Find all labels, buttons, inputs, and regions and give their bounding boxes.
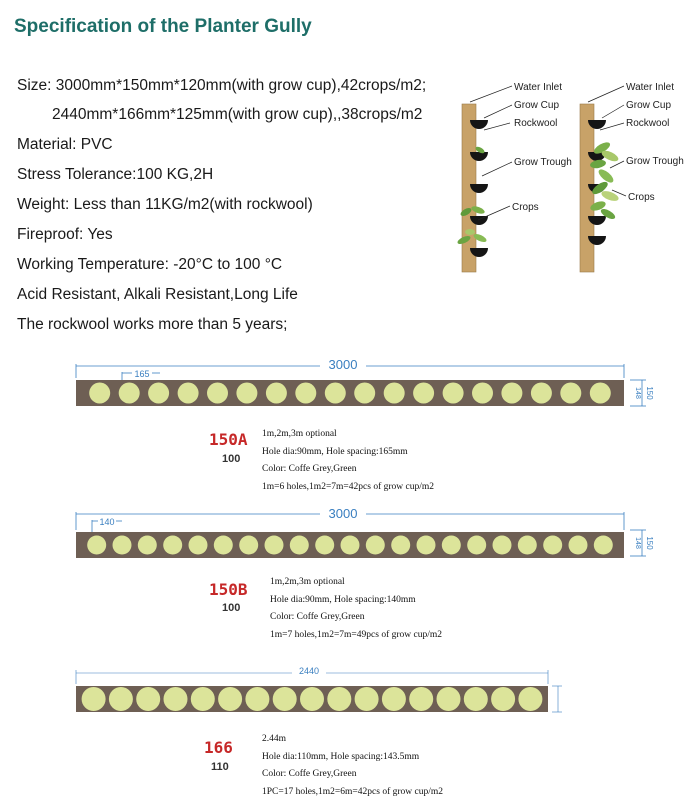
model-sub-166: 110: [211, 761, 229, 773]
grow-hole: [569, 536, 588, 555]
grow-hole: [189, 536, 208, 555]
leaf-icon: [600, 189, 620, 203]
hole-row: [87, 536, 613, 555]
grow-hole: [355, 687, 379, 711]
planter-left: [456, 82, 571, 272]
grow-hole: [265, 536, 284, 555]
grow-hole: [87, 536, 106, 555]
model-code-150a: 150A: [209, 430, 248, 449]
grow-hole: [384, 383, 405, 404]
grow-hole: [136, 687, 160, 711]
gully-166-drawing: [70, 660, 570, 720]
label-water-inlet: Water Inlet: [626, 82, 674, 93]
grow-hole: [472, 383, 493, 404]
gully-150b-drawing: [70, 506, 654, 566]
label-crops: Crops: [512, 202, 539, 213]
hole-row: [82, 687, 543, 711]
grow-hole: [236, 383, 257, 404]
grow-hole: [366, 536, 385, 555]
notes-150a: [262, 426, 434, 496]
grow-hole: [413, 383, 434, 404]
grow-hole: [409, 687, 433, 711]
label-crops: Crops: [628, 192, 655, 203]
note-line: 1m=7 holes,1m2=7m=49pcs of grow cup/m2: [270, 629, 443, 640]
height-outer-label: 150: [645, 386, 654, 400]
grow-hole: [119, 383, 140, 404]
grow-hole: [325, 383, 346, 404]
spacing-label: 140: [99, 517, 115, 527]
grow-hole: [594, 536, 613, 555]
grow-hole: [163, 536, 182, 555]
page-title: Specification of the Planter Gully: [14, 16, 312, 37]
grow-hole: [443, 383, 464, 404]
grow-hole: [138, 536, 157, 555]
grow-hole: [109, 687, 133, 711]
grow-hole: [82, 687, 106, 711]
note-line: 1m,2m,3m optional: [270, 577, 345, 587]
grow-hole: [531, 383, 552, 404]
spacing-label: 165: [134, 369, 150, 379]
model-sub-150b: 100: [222, 602, 241, 614]
height-outer-label: 150: [645, 536, 654, 550]
grow-hole: [315, 536, 334, 555]
grow-hole: [164, 687, 188, 711]
note-line: Color: Coffe Grey,Green: [270, 612, 365, 622]
grow-hole: [178, 383, 199, 404]
grow-hole: [266, 383, 287, 404]
label-rockwool: Rockwool: [514, 118, 558, 129]
note-line: Color: Coffe Grey,Green: [262, 769, 357, 779]
grow-hole: [518, 536, 537, 555]
grow-hole: [113, 536, 132, 555]
spec-material: Material: PVC: [17, 136, 113, 153]
planter-diagrams: [440, 72, 700, 282]
grow-hole: [354, 383, 375, 404]
spec-temperature: Working Temperature: -20°C to 100 °C: [17, 256, 283, 273]
label-rockwool: Rockwool: [626, 118, 670, 129]
grow-hole: [382, 687, 406, 711]
grow-hole: [327, 687, 351, 711]
grow-hole: [391, 536, 410, 555]
model-code-166: 166: [204, 738, 233, 757]
label-water-inlet: Water Inlet: [514, 82, 562, 93]
note-line: 1m=6 holes,1m2=7m=42pcs of grow cup/m2: [262, 481, 435, 492]
grow-hole: [417, 536, 436, 555]
note-line: 2.44m: [262, 734, 287, 744]
grow-hole: [148, 383, 169, 404]
note-line: Hole dia:110mm, Hole spacing:143.5mm: [262, 751, 420, 762]
grow-hole: [341, 536, 360, 555]
notes-150b: [270, 574, 442, 644]
grow-hole: [491, 687, 515, 711]
grow-hole: [207, 383, 228, 404]
grow-hole: [89, 383, 110, 404]
planter-right: [580, 82, 684, 272]
model-sub-150a: 100: [222, 453, 241, 465]
grow-hole: [437, 687, 461, 711]
length-label: 2440: [298, 666, 320, 676]
spec-stress: Stress Tolerance:100 KG,2H: [17, 166, 214, 183]
grow-hole: [543, 536, 562, 555]
grow-hole: [218, 687, 242, 711]
model-code-150b: 150B: [209, 580, 248, 599]
grow-hole: [191, 687, 215, 711]
grow-hole: [245, 687, 269, 711]
spec-resistance: Acid Resistant, Alkali Resistant,Long Life: [17, 286, 298, 303]
grow-hole: [300, 687, 324, 711]
grow-hole: [295, 383, 316, 404]
spec-size-alt: 2440mm*166mm*125mm(with grow cup),,38crops/m2: [52, 106, 423, 123]
grow-hole: [239, 536, 258, 555]
height-inner-label: 148: [634, 537, 641, 549]
grow-hole: [273, 687, 297, 711]
spec-rockwool: The rockwool works more than 5 years;: [17, 316, 288, 333]
grow-hole: [290, 536, 309, 555]
gully-150a-drawing: [70, 356, 654, 416]
spec-weight: Weight: Less than 11KG/m2(with rockwool): [17, 196, 313, 213]
label-grow-cup: Grow Cup: [626, 100, 672, 111]
grow-hole: [590, 383, 611, 404]
grow-hole: [214, 536, 233, 555]
spec-size: Size: 3000mm*150mm*120mm(with grow cup),42crops/m2;: [17, 77, 427, 94]
label-grow-trough: Grow Trough: [626, 156, 684, 167]
length-label: 3000: [328, 506, 358, 521]
note-line: Color: Coffe Grey,Green: [262, 464, 357, 474]
notes-166: [262, 731, 443, 801]
label-grow-cup: Grow Cup: [514, 100, 560, 111]
label-grow-trough: Grow Trough: [514, 157, 572, 168]
note-line: 1m,2m,3m optional: [262, 429, 337, 439]
grow-hole: [560, 383, 581, 404]
grow-hole: [464, 687, 488, 711]
note-line: Hole dia:90mm, Hole spacing:140mm: [270, 594, 416, 605]
grow-hole: [467, 536, 486, 555]
spec-fireproof: Fireproof: Yes: [17, 226, 113, 243]
leaf-icon: [465, 229, 475, 235]
grow-hole: [518, 687, 542, 711]
grow-hole: [442, 536, 461, 555]
length-label: 3000: [328, 357, 358, 372]
note-line: 1PC=17 holes,1m2=6m=42pcs of grow cup/m2: [262, 786, 443, 797]
grow-hole: [501, 383, 522, 404]
note-line: Hole dia:90mm, Hole spacing:165mm: [262, 446, 408, 457]
grow-hole: [493, 536, 512, 555]
height-inner-label: 148: [634, 387, 641, 399]
